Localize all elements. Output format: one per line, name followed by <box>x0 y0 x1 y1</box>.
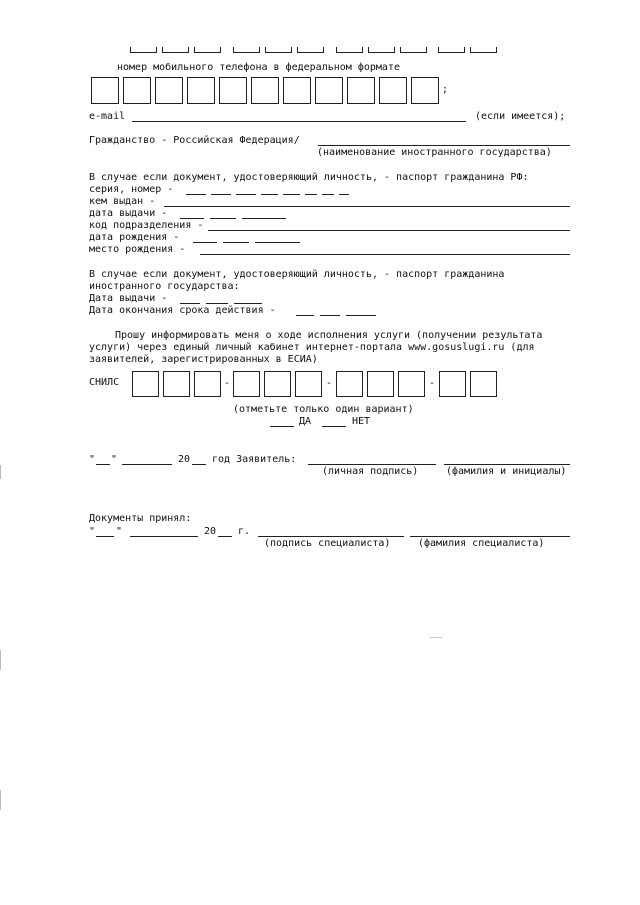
top-box[interactable] <box>194 47 221 53</box>
issued-by-field[interactable] <box>164 206 570 207</box>
scan-artifact <box>0 465 1 479</box>
applicant-signature-field[interactable] <box>308 464 436 465</box>
month-dash <box>320 315 340 316</box>
received-year-prefix: 20 <box>204 526 217 537</box>
phone-digit-box[interactable] <box>251 77 279 104</box>
top-box[interactable] <box>336 47 363 53</box>
day-dash <box>193 242 217 243</box>
applicant-name-note: (фамилия и инициалы) <box>446 466 567 477</box>
scan-artifact <box>0 790 1 810</box>
applicant-quote-close: " <box>111 454 118 465</box>
top-box[interactable] <box>438 47 465 53</box>
yes-checkbox-line[interactable] <box>270 426 294 427</box>
phone-digit-box[interactable] <box>411 77 439 104</box>
top-box[interactable] <box>400 47 427 53</box>
snils-digit-box[interactable] <box>398 371 425 397</box>
snils-digit-box[interactable] <box>295 371 322 397</box>
birth-place-label: место рождения - <box>89 244 186 255</box>
phone-label: номер мобильного телефона в федеральном формате <box>117 62 400 73</box>
request-line-2: услуги) через единый личный кабинет интернет-портала www.gosuslugi.ru (для <box>89 342 535 353</box>
snils-digit-box[interactable] <box>264 371 291 397</box>
scan-artifact <box>430 637 442 638</box>
phone-semicolon: ; <box>442 84 449 95</box>
applicant-quote-open: " <box>89 454 96 465</box>
expiry-label: Дата окончания срока действия - <box>89 305 276 316</box>
digit-dash <box>186 194 206 195</box>
received-day-field[interactable] <box>96 536 114 537</box>
year-dash <box>346 315 376 316</box>
digit-dash <box>261 194 278 195</box>
day-dash <box>180 303 200 304</box>
digit-dash <box>236 194 256 195</box>
applicant-signature-note: (личная подпись) <box>322 466 419 477</box>
top-box[interactable] <box>297 47 324 53</box>
applicant-name-field[interactable] <box>444 464 570 465</box>
top-box[interactable] <box>265 47 292 53</box>
received-year-suffix: г. <box>238 526 251 537</box>
top-box[interactable] <box>233 47 260 53</box>
foreign-passport-heading-1: В случае если документ, удостоверяющий личность, - паспорт гражданина <box>89 269 505 280</box>
top-box[interactable] <box>368 47 395 53</box>
phone-digit-box[interactable] <box>123 77 151 104</box>
phone-digit-box[interactable] <box>91 77 119 104</box>
dept-code-field[interactable] <box>208 230 570 231</box>
top-box[interactable] <box>130 47 157 53</box>
phone-digit-box[interactable] <box>315 77 343 104</box>
email-field[interactable] <box>132 121 466 122</box>
phone-digit-box[interactable] <box>219 77 247 104</box>
received-year-field[interactable] <box>218 536 232 537</box>
citizenship-note: (наименование иностранного государства) <box>317 147 552 158</box>
applicant-month-field[interactable] <box>122 464 172 465</box>
received-quote-close: " <box>116 526 123 537</box>
request-line-3: заявителей, зарегистрированных в ЕСИА) <box>89 354 318 365</box>
citizenship-label: Гражданство - Российская Федерация/ <box>89 135 300 146</box>
applicant-day-field[interactable] <box>96 464 110 465</box>
no-checkbox-line[interactable] <box>322 426 346 427</box>
phone-digit-box[interactable] <box>379 77 407 104</box>
request-line-1: Прошу информировать меня о ходе исполнения услуги (получении результата <box>115 330 543 341</box>
month-dash <box>223 242 249 243</box>
digit-dash <box>322 194 334 195</box>
received-signature-note: (подпись специалиста) <box>264 538 391 549</box>
day-dash <box>296 315 314 316</box>
snils-digit-box[interactable] <box>367 371 394 397</box>
foreign-passport-heading-2: иностранного государства: <box>89 281 240 292</box>
top-box[interactable] <box>162 47 189 53</box>
digit-dash <box>211 194 231 195</box>
digit-dash <box>339 194 349 195</box>
foreign-issue-date-label: Дата выдачи - <box>89 293 168 304</box>
received-signature-field[interactable] <box>258 536 404 537</box>
scan-artifact <box>0 650 1 670</box>
received-name-field[interactable] <box>410 536 570 537</box>
applicant-year-suffix: год Заявитель: <box>212 454 297 465</box>
digit-dash <box>305 194 317 195</box>
issued-by-label: кем выдан - <box>89 196 156 207</box>
applicant-year-prefix: 20 <box>178 454 191 465</box>
snils-option-note: (отметьте только один вариант) <box>233 404 414 415</box>
top-box[interactable] <box>470 47 497 53</box>
series-number-label: серия, номер - <box>89 184 174 195</box>
email-note: (если имеется); <box>475 111 566 122</box>
snils-digit-box[interactable] <box>233 371 260 397</box>
citizenship-field[interactable] <box>318 145 570 146</box>
snils-digit-box[interactable] <box>194 371 221 397</box>
snils-digit-box[interactable] <box>132 371 159 397</box>
phone-digit-box[interactable] <box>187 77 215 104</box>
month-dash <box>210 218 236 219</box>
birth-place-field[interactable] <box>200 254 570 255</box>
year-dash <box>242 218 286 219</box>
birth-date-label: дата рождения - <box>89 232 180 243</box>
phone-digit-box[interactable] <box>347 77 375 104</box>
year-dash <box>234 303 262 304</box>
yes-label: ДА <box>299 416 312 427</box>
received-month-field[interactable] <box>130 536 198 537</box>
email-label: e-mail <box>89 111 126 122</box>
snils-separator: - <box>429 378 436 389</box>
snils-separator: - <box>326 378 333 389</box>
snils-digit-box[interactable] <box>470 371 497 397</box>
month-dash <box>206 303 228 304</box>
received-label: Документы принял: <box>89 513 192 524</box>
snils-digit-box[interactable] <box>163 371 190 397</box>
snils-label: СНИЛС <box>89 377 120 388</box>
rf-issue-date-label: дата выдачи - <box>89 208 168 219</box>
day-dash <box>180 218 204 219</box>
digit-dash <box>283 194 300 195</box>
snils-digit-box[interactable] <box>439 371 466 397</box>
rf-passport-heading: В случае если документ, удостоверяющий личность, - паспорт гражданина РФ: <box>89 172 529 183</box>
dept-code-label: код подразделения - <box>89 220 204 231</box>
snils-separator: - <box>224 378 231 389</box>
snils-digit-box[interactable] <box>336 371 363 397</box>
applicant-year-field[interactable] <box>192 464 206 465</box>
phone-digit-box[interactable] <box>283 77 311 104</box>
received-name-note: (фамилия специалиста) <box>418 538 545 549</box>
year-dash <box>255 242 300 243</box>
no-label: НЕТ <box>352 416 371 427</box>
received-quote-open: " <box>89 526 96 537</box>
phone-digit-box[interactable] <box>155 77 183 104</box>
